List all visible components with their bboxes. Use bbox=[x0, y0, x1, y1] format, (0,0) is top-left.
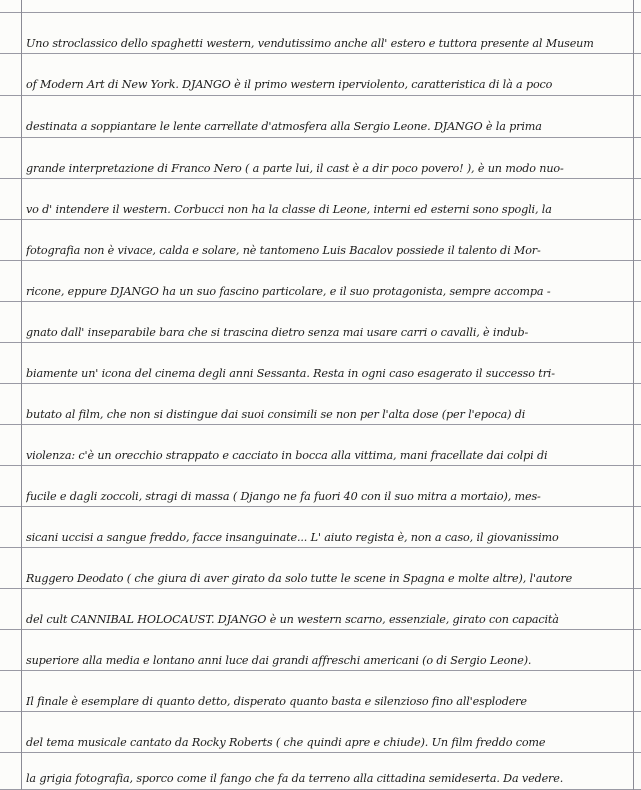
text-line: biamente un' icona del cinema degli anni Sessanta. Resta in ogni caso esagerato il successo tri- bbox=[26, 367, 555, 380]
text-line: butato al film, che non si distingue dai suoi consimili se non per l'alta dose (per l'epoca) di bbox=[26, 408, 526, 421]
ruled-line bbox=[0, 629, 641, 630]
text-line: superiore alla media e lontano anni luce dai grandi affreschi americani (o di Sergio Leone). bbox=[26, 654, 532, 667]
text-line: gnato dall' inseparabile bara che si trascina dietro senza mai usare carri o cavalli, è indub- bbox=[26, 326, 529, 339]
ruled-line bbox=[0, 465, 641, 466]
text-line: Ruggero Deodato ( che giura di aver girato da solo tutte le scene in Spagna e molte altre), l'autore bbox=[26, 572, 573, 585]
ruled-line bbox=[0, 260, 641, 261]
text-line: sicani uccisi a sangue freddo, facce insanguinate... L' aiuto regista è, non a caso, il giovanissimo bbox=[26, 531, 559, 544]
ruled-line bbox=[0, 588, 641, 589]
text-line: Uno stroclassico dello spaghetti western, vendutissimo anche all' estero e tuttora presente al Museum bbox=[26, 37, 594, 50]
text-line: fucile e dagli zoccoli, stragi di massa ( Django ne fa fuori 40 con il suo mitra a mortaio), mes- bbox=[26, 490, 541, 503]
ruled-line bbox=[0, 12, 641, 13]
text-line: fotografia non è vivace, calda e solare, nè tantomeno Luis Bacalov possiede il talento di Mor- bbox=[26, 244, 541, 257]
text-line: of Modern Art di New York. DJANGO è il primo western iperviolento, caratteristica di là a poco bbox=[26, 78, 553, 91]
ruled-line bbox=[0, 547, 641, 548]
ruled-line bbox=[0, 506, 641, 507]
ruled-line bbox=[0, 383, 641, 384]
text-line: del cult CANNIBAL HOLOCAUST. DJANGO è un western scarno, essenziale, girato con capacità bbox=[26, 613, 559, 626]
text-line: la grigia fotografia, sporco come il fango che fa da terreno alla cittadina semideserta. Da vedere. bbox=[26, 772, 564, 785]
ruled-line bbox=[0, 752, 641, 753]
ruled-line bbox=[0, 670, 641, 671]
ruled-line bbox=[0, 178, 641, 179]
text-line: vo d' intendere il western. Corbucci non ha la classe di Leone, interni ed esterni sono spogli, la bbox=[26, 203, 552, 216]
ruled-line bbox=[0, 137, 641, 138]
ruled-line bbox=[0, 95, 641, 96]
text-line: destinata a soppiantare le lente carrellate d'atmosfera alla Sergio Leone. DJANGO è la prima bbox=[26, 120, 542, 133]
ruled-line bbox=[0, 301, 641, 302]
left-margin-line bbox=[21, 0, 22, 790]
ruled-line bbox=[0, 424, 641, 425]
text-line: del tema musicale cantato da Rocky Roberts ( che quindi apre e chiude). Un film freddo come bbox=[26, 736, 546, 749]
ruled-line bbox=[0, 53, 641, 54]
text-line: violenza: c'è un orecchio strappato e cacciato in bocca alla vittima, mani fracellate dai colpi di bbox=[26, 449, 548, 462]
ruled-line bbox=[0, 342, 641, 343]
text-line: ricone, eppure DJANGO ha un suo fascino particolare, e il suo protagonista, sempre accompa - bbox=[26, 285, 551, 298]
ruled-line bbox=[0, 219, 641, 220]
ruled-line bbox=[0, 711, 641, 712]
text-line: grande interpretazione di Franco Nero ( a parte lui, il cast è a dir poco povero! ), è un modo nuo- bbox=[26, 162, 564, 175]
text-line: Il finale è esemplare di quanto detto, disperato quanto basta e silenzioso fino all'esplodere bbox=[26, 695, 527, 708]
right-margin-line bbox=[633, 0, 634, 790]
